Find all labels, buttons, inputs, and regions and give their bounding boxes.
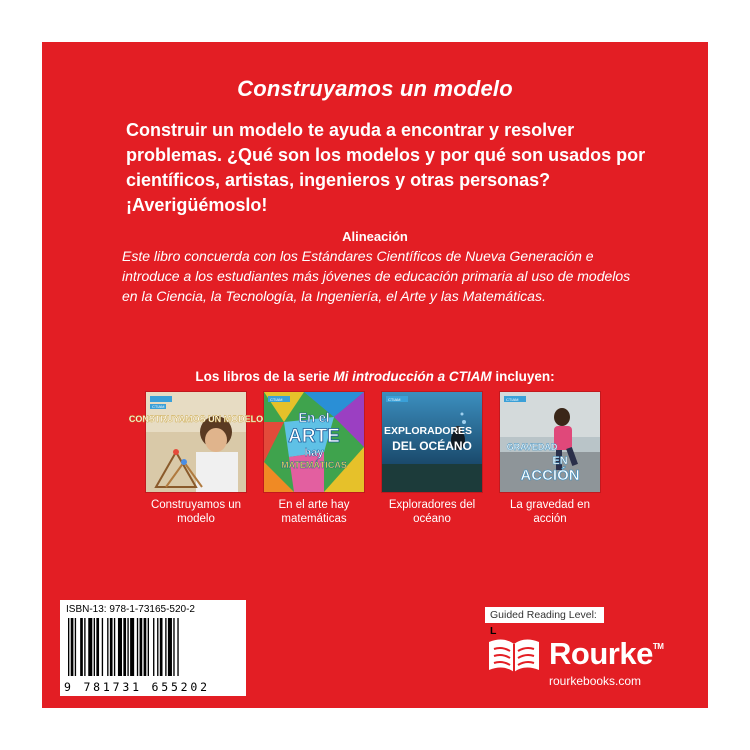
- publisher-url[interactable]: rourkebooks.com: [549, 674, 642, 688]
- open-book-icon: [485, 634, 543, 678]
- isbn-barcode-box: [60, 600, 246, 696]
- book-3-caption: Exploradores del océano: [388, 499, 476, 525]
- alignment-heading: Alineación: [342, 229, 408, 244]
- back-cover: [42, 42, 708, 708]
- series-heading: [42, 369, 708, 384]
- book-exploradores[interactable]: [382, 392, 482, 526]
- book-2-cover-text-3: hay: [304, 447, 324, 459]
- guided-reading-prefix: Guided Reading Level:: [490, 609, 597, 621]
- book-1-badge: CTIAM: [152, 404, 165, 409]
- intro-paragraph: Construir un modelo te ayuda a encontrar y resolver problemas. ¿Qué son los modelos y por qué son usados por científicos, artistas, ingenieros y otras personas? ¡Averigüémoslo!: [126, 120, 646, 215]
- book-construyamos[interactable]: [128, 392, 264, 526]
- series-heading-suffix: incluyen:: [491, 369, 555, 384]
- series-books: [128, 392, 606, 542]
- book-3-badge: CTIAM: [388, 397, 401, 402]
- book-arte-matematicas[interactable]: [264, 392, 364, 526]
- publisher-name: [549, 636, 663, 672]
- book-cover-image: [264, 392, 364, 492]
- series-heading-prefix: Los libros de la serie: [195, 369, 334, 384]
- rourke-logo: [485, 630, 665, 690]
- series-heading-italic: Mi introducción a CTIAM: [333, 369, 492, 384]
- book-4-cover-text-3: ACCIÓN: [520, 467, 580, 484]
- book-2-cover-text-2: ARTE: [288, 426, 340, 447]
- isbn-label: ISBN-13: 978-1-73165-520-2: [66, 604, 195, 615]
- book-3-cover-text-2: DEL OCÉANO: [392, 439, 472, 453]
- book-4-badge: CTIAM: [506, 397, 519, 402]
- barcode-digits: 9 781731 655202: [64, 680, 210, 694]
- trademark: TM: [652, 642, 664, 651]
- book-2-badge: CTIAM: [270, 397, 283, 402]
- book-1-caption: Construyamos un modelo: [150, 499, 242, 525]
- book-4-cover-text-2: EN: [552, 455, 568, 467]
- guided-reading-level: [485, 607, 604, 637]
- book-gravedad[interactable]: [500, 392, 600, 526]
- book-2-cover-text-1: En el: [298, 410, 330, 425]
- book-cover-image: [382, 392, 482, 492]
- book-title: Construyamos un modelo: [237, 76, 513, 101]
- book-cover-image: [128, 392, 264, 492]
- book-2-caption: En el arte hay matemáticas: [278, 499, 350, 525]
- book-3-cover-text-1: EXPLORADORES: [383, 425, 473, 437]
- guided-reading-value: L: [490, 625, 497, 637]
- book-1-cover-text: CONSTRUYAMOS UN MODELO: [128, 414, 264, 424]
- barcode-graphic: [66, 618, 240, 678]
- publisher-name-text: Rourke: [549, 636, 653, 671]
- book-4-cover-text-1: GRAVEDAD: [506, 442, 558, 452]
- book-2-cover-text-4: MATEMÁTICAS: [281, 460, 347, 470]
- book-4-caption: La gravedad en acción: [510, 499, 590, 525]
- alignment-text: Este libro concuerda con los Estándares Científicos de Nueva Generación e introduce a los estudiantes más jóvenes de educación primaria al uso de modelos en la Ciencia, la Tecnología, la Ingeniería, el Arte y las Matemáticas.: [122, 248, 631, 304]
- book-cover-image: [500, 392, 600, 492]
